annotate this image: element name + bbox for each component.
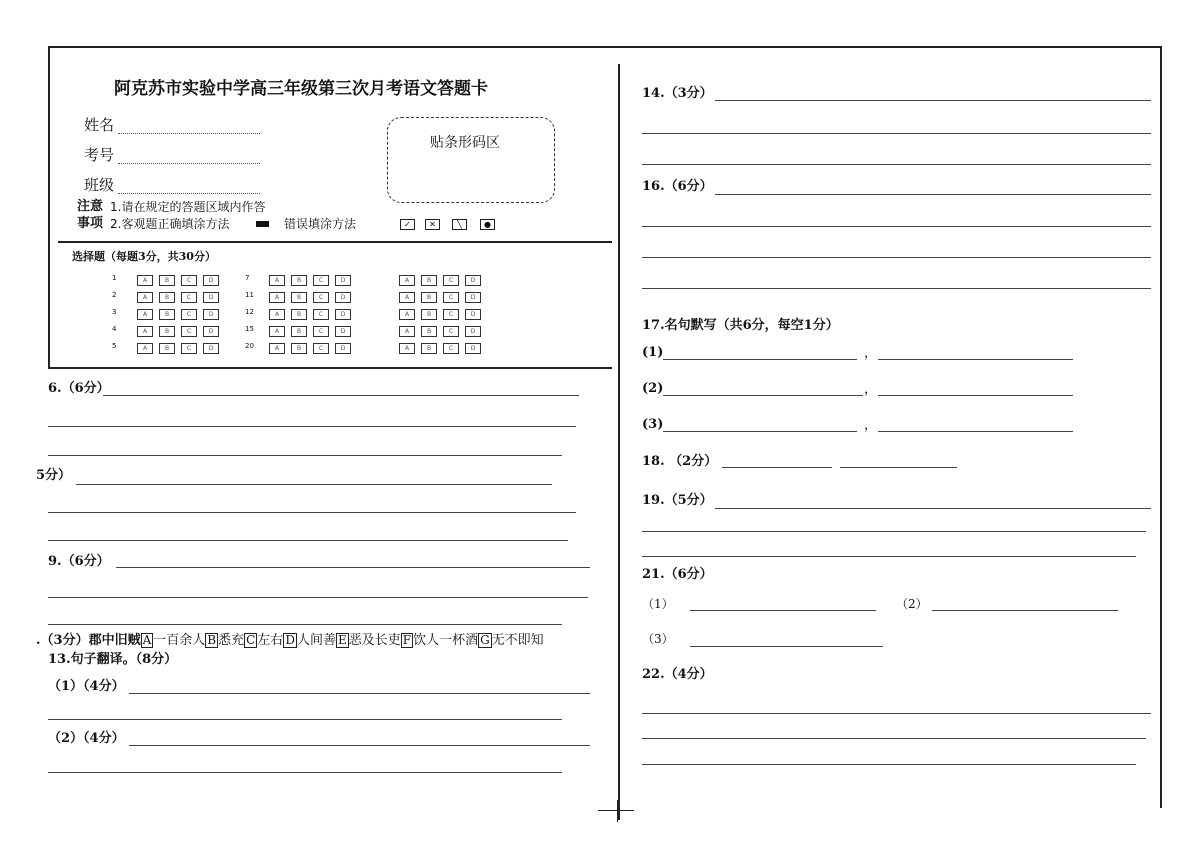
answer-bubble[interactable]: A bbox=[399, 343, 415, 354]
answer-bubble[interactable]: A bbox=[269, 309, 285, 320]
q17-blank-right[interactable] bbox=[878, 395, 1073, 396]
question-number: 4 bbox=[112, 325, 117, 333]
question-number: 5 bbox=[112, 342, 117, 350]
answer-bubble[interactable]: B bbox=[291, 309, 307, 320]
answer-bubble[interactable]: D bbox=[335, 309, 351, 320]
q6-line-3[interactable] bbox=[48, 455, 562, 456]
correct-fill-example bbox=[256, 221, 269, 227]
q18-blank-2[interactable] bbox=[840, 467, 957, 468]
trans-box-g[interactable]: G bbox=[480, 633, 490, 647]
answer-bubble[interactable]: B bbox=[421, 275, 437, 286]
q9-line-2[interactable] bbox=[48, 597, 588, 598]
answer-bubble[interactable]: A bbox=[137, 343, 153, 354]
answer-bubble[interactable]: B bbox=[159, 292, 175, 303]
q19-line-1[interactable] bbox=[715, 508, 1151, 509]
answer-bubble[interactable]: D bbox=[465, 275, 481, 286]
answer-bubble[interactable]: A bbox=[399, 309, 415, 320]
answer-bubble[interactable]: B bbox=[421, 343, 437, 354]
answer-bubble[interactable]: C bbox=[443, 309, 459, 320]
q17-item-label: (2) bbox=[642, 381, 664, 396]
sheet-title: 阿克苏市实验中学高三年级第三次月考语文答题卡 bbox=[114, 79, 488, 99]
q17-comma: ， bbox=[864, 418, 878, 433]
q14-line-2[interactable] bbox=[642, 133, 1151, 134]
answer-bubble[interactable]: A bbox=[137, 292, 153, 303]
q-partial-line-1[interactable] bbox=[76, 484, 552, 485]
wrong-cross-icon: ✕ bbox=[425, 219, 440, 230]
answer-bubble[interactable]: A bbox=[399, 292, 415, 303]
q19-label: 19.（5分） bbox=[642, 493, 713, 508]
wrong-slash-icon: ╲ bbox=[452, 219, 467, 230]
trans-segment: 人间善 bbox=[296, 633, 336, 648]
q21-blank-1[interactable] bbox=[690, 610, 876, 611]
trans-segment: 一百余人 bbox=[153, 633, 206, 648]
q16-line-1[interactable] bbox=[715, 194, 1151, 195]
crosshair-h bbox=[598, 810, 634, 811]
q16-line-2[interactable] bbox=[642, 226, 1151, 227]
answer-bubble[interactable]: C bbox=[313, 343, 329, 354]
answer-bubble[interactable]: B bbox=[291, 343, 307, 354]
answer-bubble[interactable]: A bbox=[269, 343, 285, 354]
notice-label-1: 注意 bbox=[77, 199, 104, 214]
q13-label: 13.句子翻译。（8分） bbox=[48, 652, 178, 667]
q9-line-3[interactable] bbox=[48, 624, 562, 625]
notice-1: 1.请在规定的答题区域内作答 bbox=[110, 200, 266, 214]
class-field[interactable] bbox=[118, 193, 260, 194]
q14-label: 14.（3分） bbox=[642, 86, 713, 101]
name-label: 姓名 bbox=[84, 116, 115, 134]
answer-bubble[interactable]: B bbox=[291, 326, 307, 337]
answer-bubble[interactable]: C bbox=[443, 292, 459, 303]
q16-line-3[interactable] bbox=[642, 257, 1151, 258]
question-number: 15 bbox=[245, 325, 254, 333]
trans-box-a[interactable]: A bbox=[142, 633, 152, 647]
wrong-check-icon: ✓ bbox=[400, 219, 415, 230]
trans-box-d[interactable]: D bbox=[285, 633, 295, 647]
q17-blank-right[interactable] bbox=[878, 431, 1073, 432]
q21-label: 21.（6分） bbox=[642, 567, 713, 582]
q17-comma: ， bbox=[864, 346, 878, 361]
q17-item-label: (1) bbox=[642, 345, 664, 360]
wrong-label: 错误填涂方法 bbox=[284, 217, 357, 231]
q17-blank-right[interactable] bbox=[878, 359, 1073, 360]
answer-bubble[interactable]: C bbox=[443, 275, 459, 286]
answer-bubble[interactable]: C bbox=[181, 275, 197, 286]
q17-label: 17.名句默写（共6分，每空1分） bbox=[642, 318, 839, 333]
answer-bubble[interactable]: D bbox=[335, 275, 351, 286]
trans-segment: 悉充 bbox=[218, 633, 245, 648]
id-label: 考号 bbox=[84, 146, 115, 164]
q13-1-line-2[interactable] bbox=[48, 719, 562, 720]
answer-bubble[interactable]: B bbox=[291, 275, 307, 286]
answer-bubble[interactable]: D bbox=[465, 326, 481, 337]
answer-bubble[interactable]: C bbox=[443, 326, 459, 337]
answer-bubble[interactable]: C bbox=[181, 326, 197, 337]
crosshair-v bbox=[617, 800, 618, 822]
q16-line-4[interactable] bbox=[642, 288, 1151, 289]
answer-bubble[interactable]: A bbox=[269, 275, 285, 286]
q14-line-1[interactable] bbox=[715, 100, 1151, 101]
q16-label: 16.（6分） bbox=[642, 179, 713, 194]
answer-bubble[interactable]: B bbox=[159, 326, 175, 337]
question-number: 12 bbox=[245, 308, 254, 316]
left-border bbox=[48, 46, 50, 368]
answer-bubble[interactable]: C bbox=[313, 275, 329, 286]
answer-bubble[interactable]: D bbox=[335, 343, 351, 354]
q9-label: 9.（6分） bbox=[48, 554, 110, 569]
q-trans-choice bbox=[36, 633, 544, 649]
q19-line-2[interactable] bbox=[642, 531, 1146, 532]
answer-bubble[interactable]: D bbox=[335, 326, 351, 337]
answer-bubble[interactable]: C bbox=[443, 343, 459, 354]
answer-bubble[interactable]: A bbox=[269, 326, 285, 337]
class-label: 班级 bbox=[84, 176, 115, 194]
trans-box-b[interactable]: B bbox=[207, 633, 217, 647]
question-number: 7 bbox=[245, 274, 250, 282]
answer-bubble[interactable]: C bbox=[313, 326, 329, 337]
q19-line-3[interactable] bbox=[642, 556, 1136, 557]
answer-bubble[interactable]: D bbox=[203, 275, 219, 286]
q13-1-line-1[interactable] bbox=[129, 693, 590, 694]
question-number: 2 bbox=[112, 291, 117, 299]
q13-2-line-2[interactable] bbox=[48, 772, 562, 773]
answer-bubble[interactable]: B bbox=[159, 343, 175, 354]
answer-bubble[interactable]: C bbox=[181, 292, 197, 303]
question-number: 3 bbox=[112, 308, 117, 316]
q21-blank-2[interactable] bbox=[932, 610, 1118, 611]
question-number: 11 bbox=[245, 291, 254, 299]
trans-segment: 无不即知 bbox=[491, 633, 544, 648]
q17-comma: ， bbox=[864, 382, 878, 397]
q21-item-2: （2） bbox=[896, 597, 928, 611]
q17-blank-left[interactable] bbox=[663, 431, 857, 432]
trans-segment: 左右 bbox=[257, 633, 284, 648]
answer-bubble[interactable]: C bbox=[313, 309, 329, 320]
barcode-label: 贴条形码区 bbox=[430, 135, 500, 151]
trans-box-e[interactable]: E bbox=[337, 633, 347, 647]
trans-box-f[interactable]: F bbox=[402, 633, 412, 647]
q9-line-1[interactable] bbox=[116, 567, 590, 568]
answer-bubble[interactable]: B bbox=[421, 292, 437, 303]
q21-blank-3[interactable] bbox=[690, 646, 883, 647]
center-divider bbox=[618, 64, 620, 820]
q6-label: 6.（6分） bbox=[48, 381, 110, 396]
question-number: 20 bbox=[245, 342, 254, 350]
answer-bubble[interactable]: A bbox=[137, 326, 153, 337]
id-field[interactable] bbox=[118, 163, 260, 164]
answer-bubble[interactable]: D bbox=[465, 292, 481, 303]
q13-1-label: （1）（4分） bbox=[48, 679, 125, 694]
answer-bubble[interactable]: B bbox=[291, 292, 307, 303]
q17-item-label: (3) bbox=[642, 417, 664, 432]
answer-bubble[interactable]: B bbox=[159, 309, 175, 320]
answer-bubble[interactable]: D bbox=[465, 309, 481, 320]
header-divider bbox=[58, 241, 612, 243]
answer-bubble[interactable]: D bbox=[335, 292, 351, 303]
top-border bbox=[48, 46, 1162, 48]
q21-item-1: （1） bbox=[642, 597, 674, 611]
q18-blank-1[interactable] bbox=[722, 467, 832, 468]
notice-label-2: 事项 bbox=[77, 216, 104, 231]
answer-bubble[interactable]: D bbox=[203, 292, 219, 303]
answer-bubble[interactable]: A bbox=[399, 275, 415, 286]
q6-line-2[interactable] bbox=[48, 426, 576, 427]
q22-line-1[interactable] bbox=[642, 713, 1151, 714]
answer-bubble[interactable]: A bbox=[137, 275, 153, 286]
answer-bubble[interactable]: C bbox=[181, 343, 197, 354]
trans-segment: 饮人一杯酒 bbox=[413, 633, 479, 648]
answer-bubble[interactable]: B bbox=[421, 309, 437, 320]
answer-bubble[interactable]: D bbox=[203, 343, 219, 354]
q18-label: 18. （2分） bbox=[642, 454, 718, 469]
answer-bubble[interactable]: A bbox=[269, 292, 285, 303]
q22-line-2[interactable] bbox=[642, 738, 1146, 739]
answer-bubble[interactable]: D bbox=[203, 309, 219, 320]
choice-title: 选择题（每题3分，共30分） bbox=[72, 250, 216, 263]
choice-bottom-divider bbox=[48, 367, 612, 369]
answer-bubble[interactable]: D bbox=[465, 343, 481, 354]
q13-2-line-1[interactable] bbox=[129, 745, 590, 746]
name-field[interactable] bbox=[118, 133, 260, 134]
q-partial-line-2[interactable] bbox=[48, 512, 576, 513]
q22-line-3[interactable] bbox=[642, 764, 1136, 765]
q-partial-line-3[interactable] bbox=[48, 540, 568, 541]
q6-line-1[interactable] bbox=[103, 395, 579, 396]
answer-bubble[interactable]: A bbox=[399, 326, 415, 337]
q13-2-label: （2）（4分） bbox=[48, 731, 125, 746]
answer-bubble[interactable]: B bbox=[421, 326, 437, 337]
answer-bubble[interactable]: B bbox=[159, 275, 175, 286]
answer-bubble[interactable]: A bbox=[137, 309, 153, 320]
answer-bubble[interactable]: C bbox=[181, 309, 197, 320]
answer-bubble[interactable]: C bbox=[313, 292, 329, 303]
answer-bubble[interactable]: D bbox=[203, 326, 219, 337]
notice-2: 2.客观题正确填涂方法 bbox=[110, 217, 230, 231]
wrong-dot-icon: ● bbox=[480, 219, 495, 230]
barcode-area bbox=[387, 117, 555, 203]
q-trans-choice-label: .（3分）郡中旧贼 bbox=[36, 633, 141, 648]
trans-segment: 恶及长吏 bbox=[348, 633, 401, 648]
q14-line-3[interactable] bbox=[642, 164, 1151, 165]
right-border bbox=[1160, 46, 1162, 808]
question-number: 1 bbox=[112, 274, 117, 282]
q-partial-label: 5分） bbox=[36, 468, 72, 483]
q22-label: 22.（4分） bbox=[642, 667, 713, 682]
q21-item-3: （3） bbox=[642, 632, 674, 646]
q17-blank-left[interactable] bbox=[663, 395, 863, 396]
trans-box-c[interactable]: C bbox=[246, 633, 256, 647]
q17-blank-left[interactable] bbox=[663, 359, 857, 360]
